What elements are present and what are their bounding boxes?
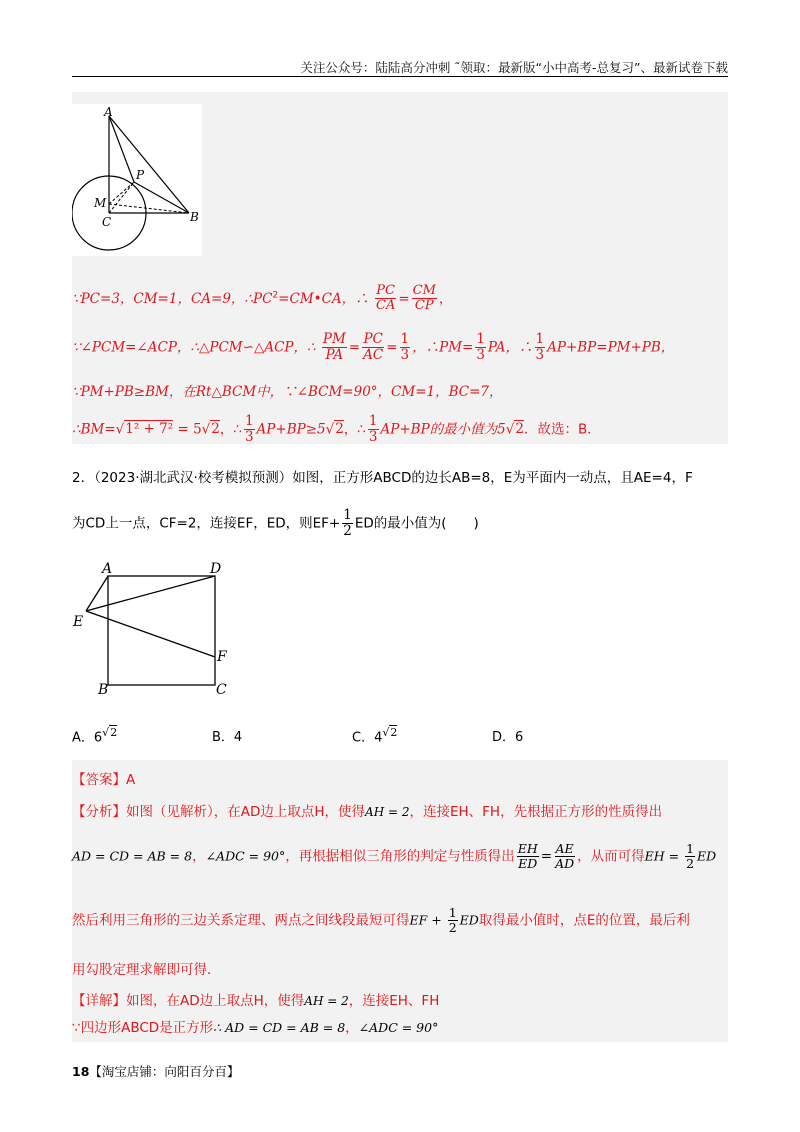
- analysis-line-2: AD = CD = AB = 8，∠ADC = 90°，再根据相似三角形的判定与性质得出 $\frac{EH}{ED}$ = $\frac{AE}{AD}$ ，从而可得EH = $\frac{1}{2}$ ED: [72, 841, 717, 871]
- answer-line: [72, 768, 135, 788]
- option-a[interactable]: A．$6^{√2}$: [72, 726, 118, 746]
- option-c[interactable]: C．$4^{√2}$: [352, 726, 398, 746]
- solution-line-3: ∵PM+PB≥BM，在Rt△BCM中，∵∠BCM=90°，CM=1，BC=7，: [72, 384, 503, 400]
- fig2-label-a: A: [102, 561, 113, 577]
- detail-line-2: ∵四边形ABCD是正方形∴ AD = CD = AB = 8，∠ADC = 90°: [72, 1020, 439, 1036]
- option-d[interactable]: D．6: [492, 730, 524, 745]
- analysis-line-1: 【分析】如图（见解析），在AD边上取点H，使得AH = 2，连接EH、FH，先根据正方形的性质得出: [72, 804, 663, 820]
- analysis-line-4: 用勾股定理求解即可得．: [72, 962, 221, 978]
- figure-2: [70, 558, 240, 698]
- fig1-label-p: P: [136, 168, 145, 182]
- question-2-line-1: 2．（2023·湖北武汉·校考模拟预测）如图，正方形ABCD的边长AB=8，E为平面内一动点，且AE=4，F: [72, 470, 693, 486]
- figure-1-svg: [72, 104, 202, 256]
- figure-2-svg: [70, 558, 240, 698]
- fig1-label-b: B: [190, 210, 199, 224]
- fig1-label-c: C: [102, 215, 112, 229]
- answer-value: A: [126, 772, 136, 788]
- fig1-label-m: M: [94, 196, 107, 210]
- fig2-label-f: F: [217, 649, 227, 665]
- fig2-label-b: B: [98, 682, 109, 698]
- fig1-label-a: A: [104, 105, 113, 119]
- analysis-line-3: 然后利用三角形的三边关系定理、两点之间线段最短可得EF + $\frac{1}{2}$ ED取得最小值时，点E的位置，最后利: [72, 905, 690, 935]
- solution-line-1: ∵PC=3，CM=1，CA=9，$\therefore PC^2=CM•CA$，∴ $\frac{PC}{CA}$ = $\frac{CM}{CP}$ ，: [72, 283, 453, 314]
- fig2-label-e: E: [73, 614, 84, 630]
- solution-line-2: ∵∠PCM=∠ACP，∴△PCM∽△ACP，∴ $\frac{PM}{PA}$ = $\frac{PC}{AC}$ = $\frac{1}{3}$ ，∴PM= $\frac{1}{3}$ PA，∴ $\frac{1}{3}$ AP+BP=PM+PB，: [72, 331, 675, 363]
- page-footer: [72, 1062, 239, 1080]
- fig2-label-d: D: [210, 561, 222, 577]
- header-rule: [72, 76, 728, 77]
- page-header: 关注公众号：陆陆高分冲刺 ˜领取：最新版“小中高考-总复习”、最新试卷下载: [300, 60, 728, 75]
- option-b[interactable]: B．4: [212, 730, 243, 745]
- detail-line-1: 【详解】如图，在AD边上取点H，使得AH = 2，连接EH、FH: [72, 993, 440, 1009]
- page-number: 18: [72, 1064, 90, 1079]
- question-2-line-2: 为CD上一点，CF=2，连接EF，ED，则EF+ $\frac{1}{2}$ ED的最小值为( ): [72, 507, 479, 539]
- shop-label: 【淘宝店铺：向阳百分百】: [89, 1064, 240, 1079]
- fig2-label-c: C: [216, 682, 227, 698]
- figure-1: [72, 104, 202, 256]
- solution-line-4: ∴BM=√1² + 7² = 5√2，∴ $\frac{1}{3}$ AP+BP≥5√2，∴ $\frac{1}{3}$ AP+BP的最小值为5√2．故选：B．: [72, 413, 601, 445]
- answer-tag: 【答案】: [72, 772, 126, 788]
